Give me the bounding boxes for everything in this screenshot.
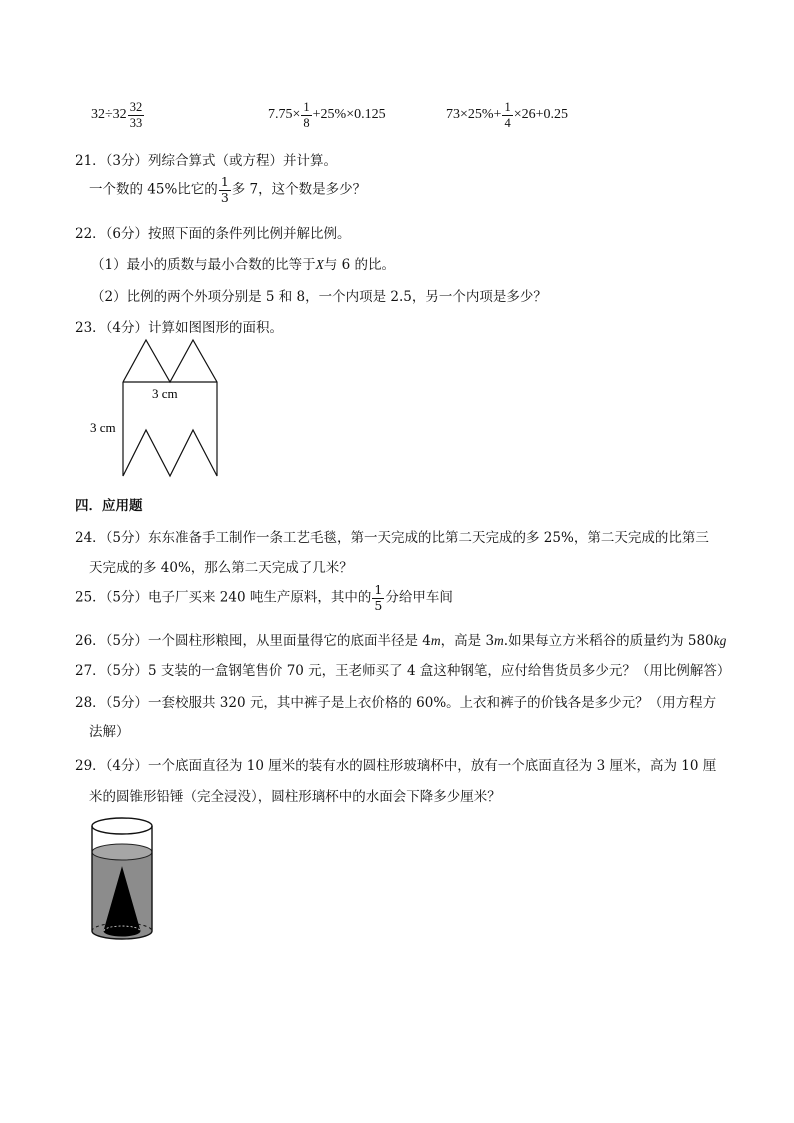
calc-expr-3-fraction	[502, 101, 512, 129]
q29-cylinder-top-rim	[92, 818, 152, 834]
q23-width-label: 3 cm	[152, 386, 178, 401]
q25-text	[75, 584, 453, 612]
calc-expr-2	[268, 101, 386, 129]
q22-part-2: （2）比例的两个外项分别是 5 和 8，一个内项是 2.5，另一个内项是多少？	[91, 289, 547, 305]
q22-part-1	[91, 253, 395, 273]
q29-cylinder-figure	[88, 814, 158, 946]
q29-line-1: 29．（4分）一个底面直径为 10 厘米的装有水的圆柱形玻璃杯中，放有一个底面直径为 3 厘米，高为 10 厘	[75, 758, 717, 774]
q21-body-part-b: 多 7，这个数是多少？	[231, 181, 367, 198]
calc-expr-1-left: 32÷32	[91, 107, 127, 123]
fraction-denominator: 33	[129, 115, 143, 130]
calc-expr-2-fraction	[301, 101, 311, 129]
q26-unit-kg: kg	[713, 633, 727, 648]
q22-variable-x: X	[315, 257, 324, 272]
q28-line-2: 法解）	[89, 724, 130, 740]
calc-expr-3-left: 73×25%+	[446, 107, 502, 123]
q23-shape-figure	[85, 336, 225, 481]
section-heading: 四．应用题	[75, 498, 143, 514]
q26-unit-m: m	[430, 633, 441, 648]
q22-heading: 22．（6分）按照下面的条件列比例并解比例。	[75, 226, 351, 242]
q21-fraction	[219, 176, 231, 204]
q21-heading: 21．（3分）列综合算式（或方程）并计算。	[75, 153, 338, 169]
q27-text: 27．（5分）5 支装的一盒钢笔售价 70 元，王老师买了 4 盒这种钢笔，应付给售货员多少元？（用比例解答）	[75, 663, 731, 679]
calc-expr-1	[91, 101, 145, 129]
q21-body-part-a: 一个数的 45%比它的	[89, 181, 218, 198]
fraction-numerator: 1	[220, 174, 229, 189]
calc-expr-3	[446, 101, 568, 129]
fraction-denominator: 5	[374, 597, 383, 613]
q26-text-c: .如果每立方米稻谷的质量约为 580	[503, 633, 714, 649]
q21-body	[89, 176, 366, 204]
fraction-denominator: 8	[303, 115, 310, 130]
q24-line-1: 24．（5分）东东准备手工制作一条工艺毛毯，第一天完成的比第二天完成的多 25%，第二天完成的比第三	[75, 530, 709, 546]
q24-line-2: 天完成的多 40%，那么第二天完成了几米？	[89, 560, 353, 576]
fraction-numerator: 1	[303, 100, 310, 114]
q26-text	[75, 629, 726, 649]
q22-part-1-text-b: 与 6 的比。	[323, 257, 396, 273]
fraction-denominator: 3	[220, 189, 229, 205]
q25-text-b: 分给甲车间	[385, 589, 453, 606]
q25-text-a: 25．（5分）电子厂买来 240 吨生产原料，其中的	[75, 589, 372, 606]
q25-fraction	[372, 584, 384, 612]
q26-text-b: ，高是 3	[440, 633, 495, 649]
q23-heading: 23．（4分）计算如图图形的面积。	[75, 320, 284, 336]
fraction-numerator: 32	[129, 100, 143, 114]
calc-expr-2-left: 7.75×	[268, 107, 301, 123]
fraction-numerator: 1	[374, 582, 383, 597]
q23-shape-outline	[123, 340, 217, 476]
calc-expr-2-right: +25%×0.125	[312, 107, 386, 123]
q22-part-1-text-a: （1）最小的质数与最小合数的比等于	[91, 257, 316, 273]
fraction-denominator: 4	[504, 115, 511, 130]
q28-line-1: 28．（5分）一套校服共 320 元，其中裤子是上衣价格的 60%。上衣和裤子的价钱各是多少元？（用方程方	[75, 695, 717, 711]
q23-height-label: 3 cm	[90, 420, 116, 435]
q29-line-2: 米的圆锥形铅锤（完全浸没），圆柱形璃杯中的水面会下降多少厘米？	[89, 789, 501, 805]
calc-expr-3-right: ×26+0.25	[513, 107, 568, 123]
q26-text-a: 26．（5分）一个圆柱形粮囤，从里面量得它的底面半径是 4	[75, 633, 431, 649]
q29-water-surface	[92, 844, 152, 860]
fraction-numerator: 1	[504, 100, 511, 114]
calc-expr-1-fraction	[128, 101, 145, 129]
q26-unit-m-2: m	[494, 633, 504, 648]
